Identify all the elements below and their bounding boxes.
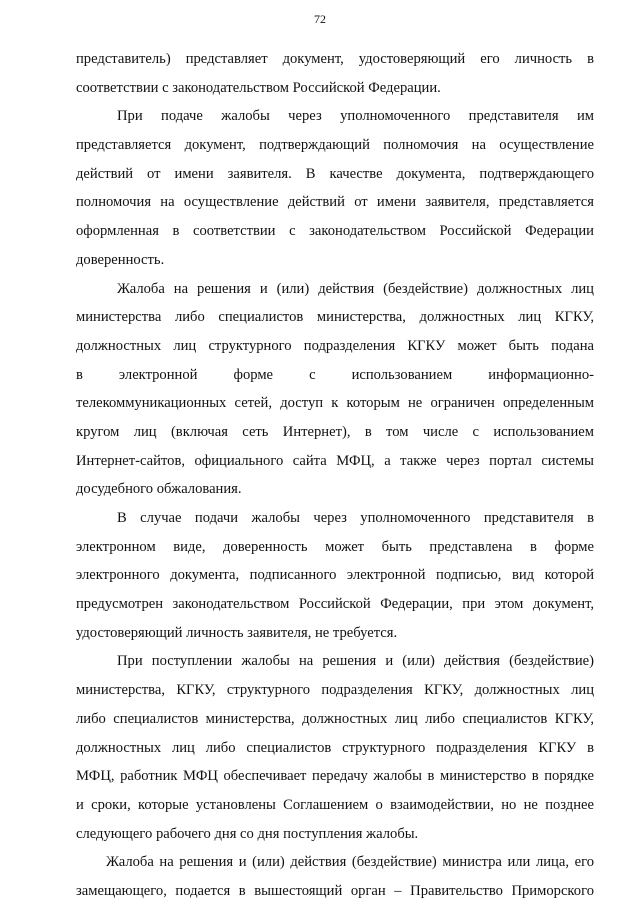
paragraph (76, 45, 594, 102)
text-line: следующего рабочего дня со дня поступления жалобы. (76, 825, 419, 842)
text-line: Жалоба на решения и (или) действия (бездействие) должностных лиц (117, 280, 594, 297)
text-line: министерства либо специалистов министерства, должностных лиц КГКУ, (76, 309, 594, 326)
paragraph (76, 647, 594, 848)
text-line: МФЦ, работник МФЦ обеспечивает передачу жалобы в министерство в порядке (76, 768, 594, 785)
text-line: и сроки, которые установлены Соглашением о взаимодействии, но не позднее (76, 796, 594, 813)
text-line: в электронной форме с использованием информационно- (76, 366, 594, 383)
text-line: министерства, КГКУ, структурного подразделения КГКУ, должностных лиц (76, 682, 594, 699)
text-line: предусмотрен законодательством Российской Федерации, при этом документ, (76, 596, 594, 613)
text-line: замещающего, подается в вышестоящий орган – Правительство Приморского (76, 882, 594, 899)
text-line: В случае подачи жалобы через уполномоченного представителя в (117, 510, 594, 526)
text-line: действий от имени заявителя. В качестве документа, подтверждающего (76, 165, 594, 182)
paragraph (76, 504, 594, 647)
text-line: досудебного обжалования. (76, 481, 242, 498)
text-line: соответствии с законодательством Российской Федерации. (76, 79, 441, 96)
text-line: полномочия на осуществление действий от имени заявителя, представляется (76, 194, 594, 211)
text-line: Интернет-сайтов, официального сайта МФЦ, а также через портал системы (76, 452, 594, 469)
text-line: кругом лиц (включая сеть Интернет), в том числе с использованием (76, 423, 594, 440)
text-line: Жалоба на решения и (или) действия (бездействие) министра или лица, его (106, 854, 594, 871)
text-line: доверенность. (76, 251, 165, 268)
paragraph (76, 275, 594, 505)
text-line: При подаче жалобы через уполномоченного представителя им (117, 108, 594, 125)
text-line: При поступлении жалобы на решения и (или) действия (бездействие) (117, 653, 594, 670)
paragraph (76, 102, 594, 274)
text-line: электронного документа, подписанного электронной подписью, вид которой (76, 567, 594, 584)
text-line: оформленная в соответствии с законодательством Российской Федерации (76, 223, 594, 240)
text-line: должностных лиц структурного подразделения КГКУ может быть подана (76, 337, 594, 354)
page-number: 72 (314, 12, 326, 26)
document-body (76, 45, 594, 906)
text-line: представляется документ, подтверждающий полномочия на осуществление (76, 137, 594, 154)
paragraph (76, 848, 594, 905)
text-line: электронном виде, доверенность может быть представлена в форме (76, 538, 594, 555)
text-line: удостоверяющий личность заявителя, не требуется. (76, 624, 398, 641)
text-line: телекоммуникационных сетей, доступ к которым не ограничен определенным (76, 395, 594, 412)
text-line: представитель) представляет документ, удостоверяющий его личность в (76, 51, 594, 67)
text-line: должностных лиц либо специалистов структурного подразделения КГКУ в (76, 739, 594, 756)
text-line: либо специалистов министерства, должностных лиц либо специалистов КГКУ, (76, 710, 594, 727)
